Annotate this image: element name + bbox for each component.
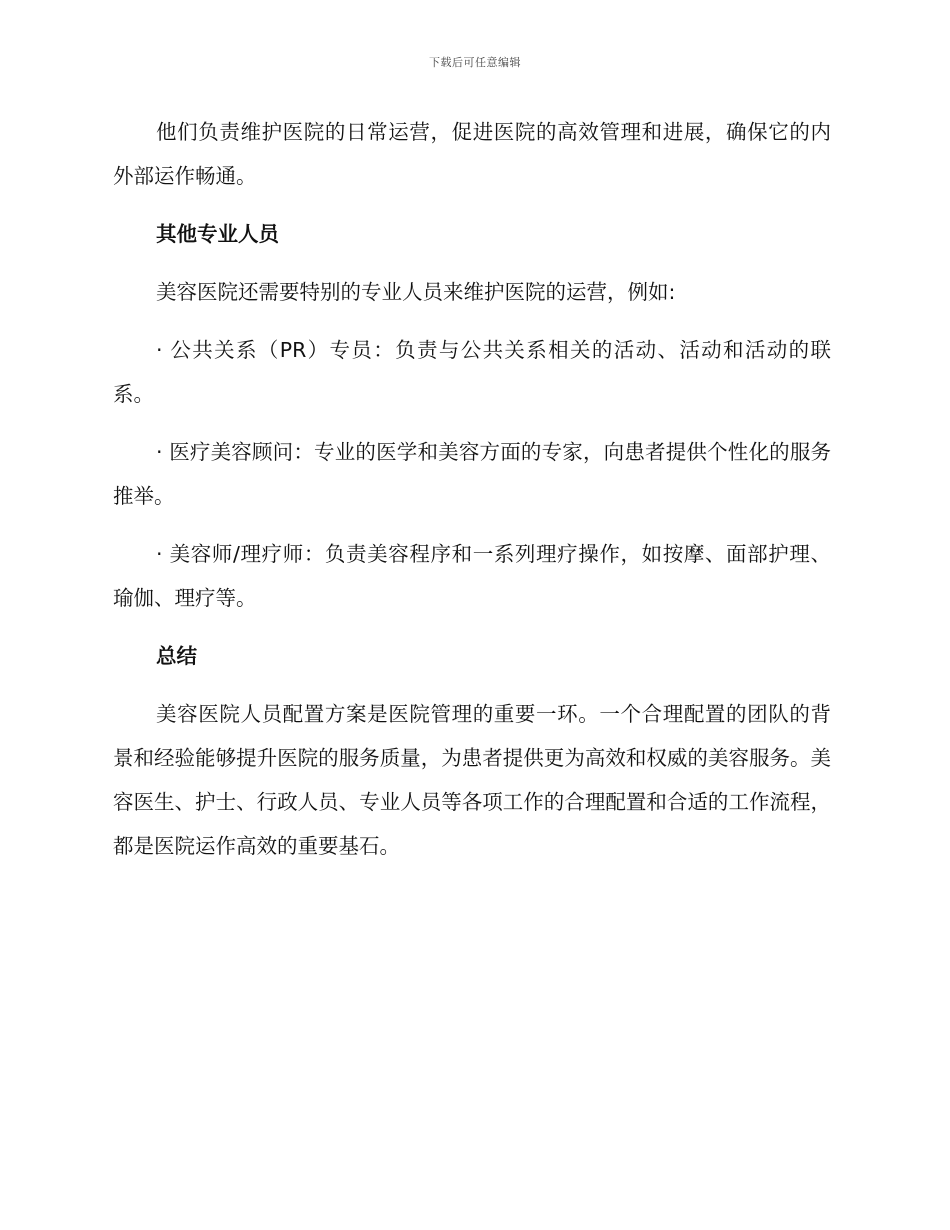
document-body [113, 110, 831, 882]
paragraph-other-intro: 美容医院还需要特别的专业人员来维护医院的运营，例如: [156, 280, 676, 304]
header-note: 下载后可任意编辑 [429, 56, 521, 69]
paragraph-summary: 美容医院人员配置方案是医院管理的重要一环。一个合理配置的团队的背景和经验能够提升医院的服务质量，为患者提供更为高效和权威的美容服务。美容医生、护士、行政人员、专业人员等各项工作的合理配置和合适的工作流程，都是医院运作高效的重要基石。 [113, 702, 831, 858]
bullet-medical-consultant: · 医疗美容顾问：专业的医学和美容方面的专家，向患者提供个性化的服务推举。 [113, 440, 831, 508]
bullet-therapist: · 美容师/理疗师：负责美容程序和一系列理疗操作，如按摩、面部护理、瑜伽、理疗等。 [113, 542, 831, 610]
heading-other-professionals: 其他专业人员 [156, 222, 279, 246]
paragraph-operations: 他们负责维护医院的日常运营，促进医院的高效管理和进展，确保它的内外部运作畅通。 [113, 120, 831, 188]
bullet-pr-specialist: · 公共关系（PR）专员：负责与公共关系相关的活动、活动和活动的联系。 [113, 338, 831, 406]
heading-summary: 总结 [156, 644, 197, 668]
